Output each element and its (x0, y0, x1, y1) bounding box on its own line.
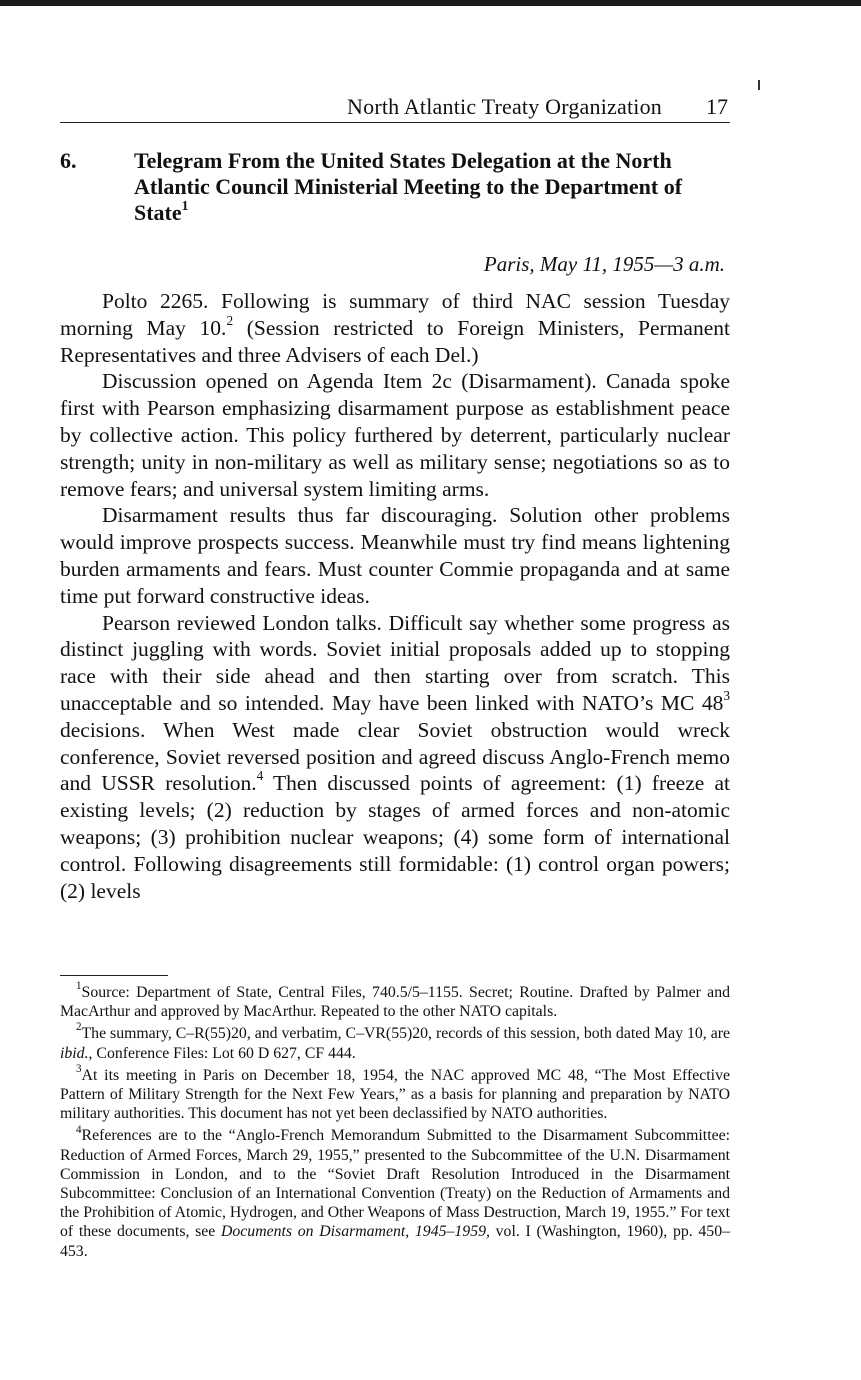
paragraph-4-text-b: decisions. When West made clear Soviet obstruction would wreck conference, Soviet reversed position and agreed discuss Anglo-French memo and USSR resolution. (60, 717, 730, 796)
footnote-ref-4[interactable]: 4 (256, 768, 264, 784)
footnote-2-text-a: The summary, C–R(55)20, and verbatim, C–VR(55)20, records of this session, both dated May 10, are (81, 1025, 730, 1043)
paragraph-4-text-a: Pearson reviewed London talks. Difficult say whether some progress as distinct juggling with words. Soviet initial proposals added up to stopping race with their side ahead and then starting over from scratch. This unacceptable and so intended. May have been linked with NATO’s MC 48 (60, 610, 730, 715)
document-title (134, 148, 734, 226)
footnote-1 (60, 980, 730, 1021)
paragraph-3: Disarmament results thus far discouraging. Solution other problems would improve prospects success. Meanwhile must try find means lightening burden armaments and fears. Must counter Commie propaganda and at same time put forward constructive ideas. (60, 503, 730, 608)
footnote-2 (60, 1021, 730, 1062)
scan-top-border (0, 0, 861, 6)
document-number: 6. (60, 148, 77, 173)
footnote-2-ibid: ibid. (60, 1044, 89, 1062)
footnote-divider (60, 975, 168, 976)
footnote-2-text-b: , Conference Files: Lot 60 D 627, CF 444. (88, 1044, 356, 1062)
footnote-2-number: 2 (76, 1021, 82, 1034)
footnote-ref-3[interactable]: 3 (723, 687, 730, 703)
footnote-4 (60, 1123, 730, 1260)
footnotes (60, 980, 730, 1264)
document-body (60, 288, 730, 904)
paragraph-4 (60, 610, 730, 905)
footnote-ref-1[interactable]: 1 (181, 197, 189, 213)
footnote-4-number: 4 (76, 1123, 82, 1136)
footnote-1-number: 1 (76, 980, 82, 993)
footnote-3-text: At its meeting in Paris on December 18, 1954, the NAC approved MC 48, “The Most Effective Pattern of Military Strength for the Next Few Years,” as a basis for planning and preparation by NATO military authorities. This document has not yet been declassified by NATO authorities. (60, 1066, 730, 1123)
paragraph-1-text-a: Polto 2265. Following is summary of third NAC session Tuesday morning May 10. (60, 289, 730, 340)
paragraph-2: Discussion opened on Agenda Item 2c (Disarmament). Canada spoke first with Pearson emphasizing disarmament purpose as establishment peace by collective action. This policy furthered by deterrent, particularly nuclear strength; unity in non-military as well as military sense; negotiations so as to remove fears; and universal system limiting arms. (60, 369, 730, 501)
footnote-ref-2[interactable]: 2 (226, 312, 234, 328)
running-header (60, 92, 730, 123)
document-title-text: Telegram From the United States Delegation at the North Atlantic Council Ministerial Meeting to the Department of State (134, 148, 683, 225)
footnote-4-citation: Documents on Disarmament, 1945–1959, (220, 1223, 490, 1241)
footnote-4-text-a: References are to the “Anglo-French Memorandum Submitted to the Disarmament Subcommittee: Reduction of Armed Forces, March 29, 1955,” presented to the Subcommittee of the U.N. Disarmament Commission in London, and to the “Soviet Draft Resolution Introduced in the Disarmament Subcommittee: Conclusion of an International Convention (Treaty) on the Reduction of Armaments and the Prohibition of Atomic, Hydrogen, and Other Weapons of Mass Destruction, March 19, 1955.” For text of these documents, see (60, 1127, 730, 1241)
running-title: North Atlantic Treaty Organization (347, 94, 662, 119)
scan-margin-mark (758, 80, 760, 90)
paragraph-1 (60, 288, 730, 368)
dateline: Paris, May 11, 1955—3 a.m. (483, 252, 725, 276)
paragraph-4-text-c: Then discussed points of agreement: (1) freeze at existing levels; (2) reduction by stages of armed forces and non-atomic weapons; (3) prohibition nuclear weapons; (4) some form of international control. Following disagreements still formidable: (1) control organ powers; (2) levels (60, 771, 730, 903)
page-number: 17 (706, 94, 728, 119)
paragraph-1-text-b: (Session restricted to Foreign Ministers, Permanent Representatives and three Advisers of each Del.) (60, 315, 730, 367)
footnote-4-text-b: vol. I (Washington, 1960), pp. 450–453. (60, 1223, 730, 1260)
footnote-3 (60, 1062, 730, 1124)
footnote-3-number: 3 (76, 1062, 82, 1075)
footnote-1-text: Source: Department of State, Central Files, 740.5/5–1155. Secret; Routine. Drafted by Palmer and MacArthur and approved by MacArthur. Repeated to the other NATO capitals. (60, 984, 730, 1021)
